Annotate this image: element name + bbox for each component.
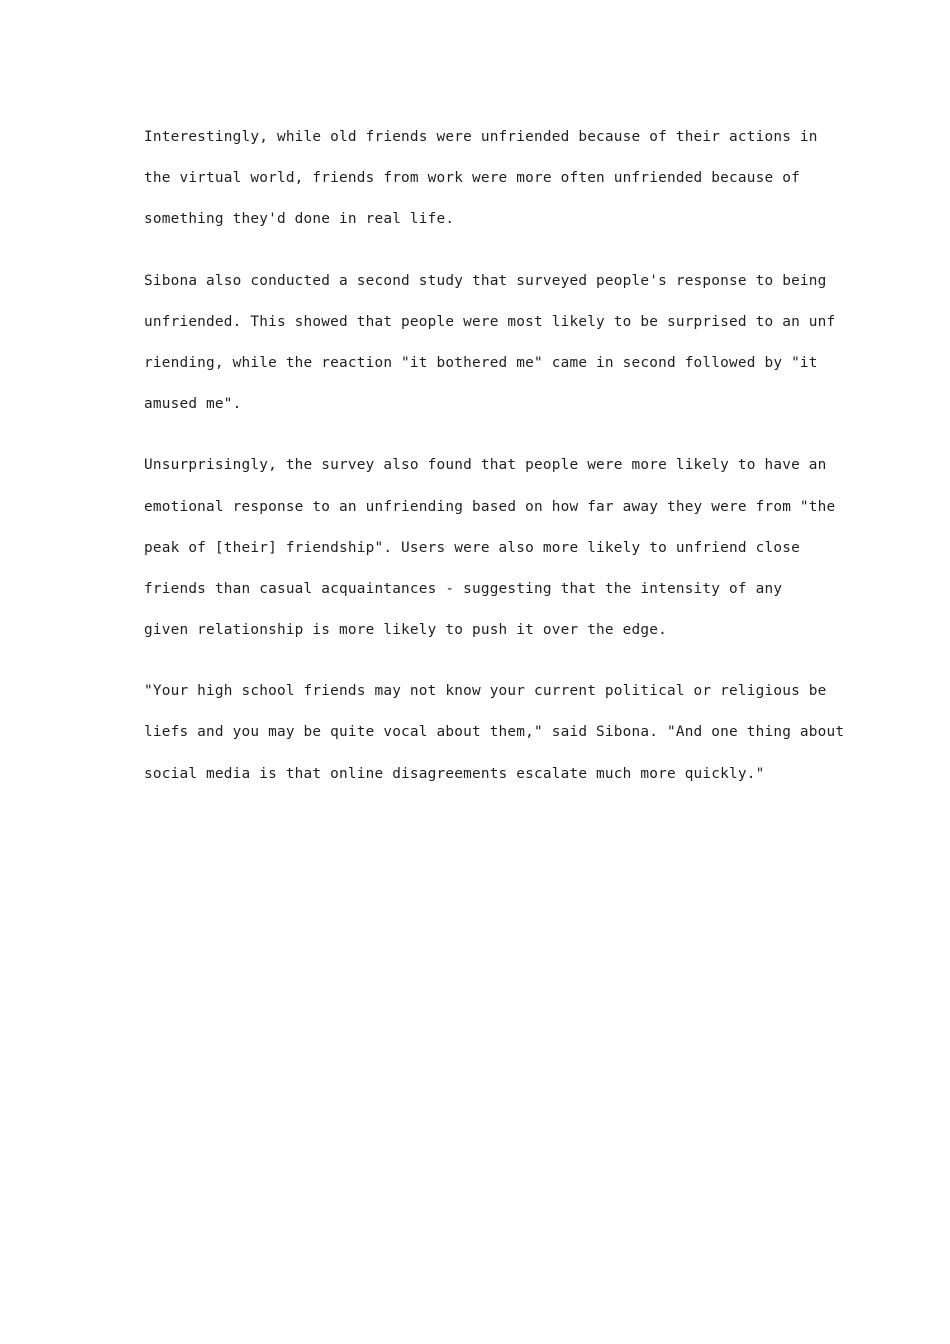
text-line: unfriended. This showed that people were most likely to be surprised to an unf bbox=[144, 313, 836, 330]
text-line: friends than casual acquaintances - suggesting that the intensity of any bbox=[144, 580, 783, 597]
text-line: Sibona also conducted a second study that surveyed people's response to being bbox=[144, 272, 827, 289]
text-line: liefs and you may be quite vocal about them," said Sibona. "And one thing about bbox=[144, 724, 845, 741]
paragraph-3 bbox=[144, 445, 836, 651]
text-line: something they'd done in real life. bbox=[144, 211, 455, 228]
text-line: the virtual world, friends from work were more often unfriended because of bbox=[144, 170, 800, 187]
article-text bbox=[144, 117, 845, 815]
text-line: emotional response to an unfriending based on how far away they were from "the bbox=[144, 498, 836, 515]
text-line: Unsurprisingly, the survey also found that people were more likely to have an bbox=[144, 457, 827, 474]
text-line: amused me". bbox=[144, 396, 242, 413]
paragraph-2 bbox=[144, 261, 836, 426]
text-line: peak of [their] friendship". Users were also more likely to unfriend close bbox=[144, 539, 800, 556]
text-line: given relationship is more likely to push it over the edge. bbox=[144, 622, 667, 639]
text-line: riending, while the reaction "it bothered me" came in second followed by "it bbox=[144, 354, 818, 371]
text-line: social media is that online disagreements escalate much more quickly." bbox=[144, 765, 765, 782]
text-line: Interestingly, while old friends were unfriended because of their actions in bbox=[144, 129, 818, 145]
text-line: "Your high school friends may not know your current political or religious be bbox=[144, 683, 827, 700]
paragraph-1 bbox=[144, 117, 824, 241]
paragraph-4 bbox=[144, 671, 845, 795]
